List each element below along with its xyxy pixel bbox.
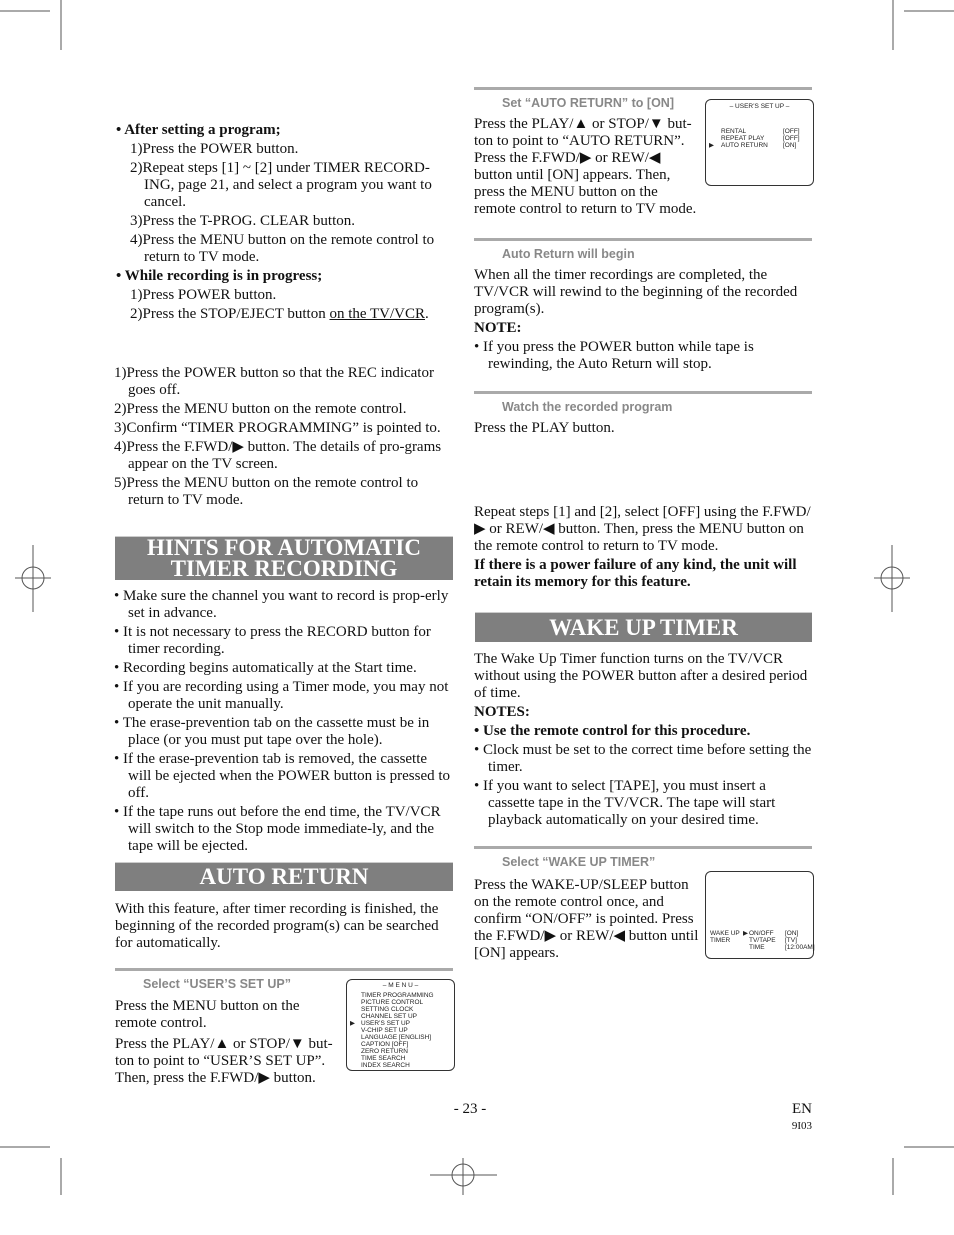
notes-item: • If you want to select [TAPE], you must insert a cassette tape in the TV/VCR. The tape will start playback automatically on your desired time. bbox=[474, 778, 776, 828]
after-setting-block bbox=[116, 122, 452, 325]
wake-intro: The Wake Up Timer function turns on the TV/VCR without using the POWER button after a desired period of time. bbox=[474, 651, 808, 701]
watch-subheading: Watch the recorded program bbox=[474, 391, 812, 414]
users-setup-p1: Press the MENU button on the remote control. bbox=[115, 998, 300, 1031]
auto-return-value: [ON] bbox=[783, 142, 797, 149]
on-off-value: [ON] bbox=[785, 930, 799, 937]
while-step-2: 2)Press the STOP/EJECT button on the TV/VCR. bbox=[130, 306, 429, 322]
wake-up-section-title: WAKE UP TIMER bbox=[475, 612, 812, 642]
hint-item: • If the tape runs out before the end time, the TV/VCR will switch to the Stop mode immediate-ly, and the tape will be ejected. bbox=[114, 804, 441, 854]
wake-pointer-icon: ▶ bbox=[743, 930, 748, 937]
menu-item: INDEX SEARCH bbox=[361, 1062, 410, 1069]
notes-item: • Use the remote control for this procedure. bbox=[474, 723, 751, 739]
confirm-step-2: 2)Press the MENU button on the remote control. bbox=[114, 401, 407, 417]
tv-tape-label: TV/TAPE bbox=[749, 937, 776, 944]
hint-item: • Recording begins automatically at the Start time. bbox=[114, 660, 417, 676]
set-auto-return-text: Press the PLAY/▲ or STOP/▼ but-ton to point to “AUTO RETURN”. Press the F.FWD/▶ or REW/◀ button until [ON] appears. Then, press the MENU button on the remote control to return to TV mode. bbox=[474, 116, 697, 217]
menu-item: PICTURE CONTROL bbox=[361, 999, 424, 1006]
hints-title-line-1: HINTS FOR AUTOMATIC bbox=[147, 535, 421, 560]
time-value: [12:00AM] bbox=[785, 944, 815, 951]
cancel-block bbox=[474, 504, 814, 593]
users-setup-subheading: Select “USER’S SET UP” bbox=[115, 968, 453, 991]
menu-item: CAPTION [OFF] bbox=[361, 1041, 409, 1048]
hint-item: • It is not necessary to press the RECORD button for timer recording. bbox=[114, 624, 431, 657]
confirm-step-5: 5)Press the MENU button on the remote control to return to TV mode. bbox=[114, 475, 419, 508]
menu-item: USER’S SET UP bbox=[361, 1020, 411, 1027]
menu-pointer-icon: ▶ bbox=[350, 1020, 355, 1027]
auto-return-begin-block bbox=[474, 267, 814, 375]
wake-up-block bbox=[474, 651, 814, 831]
notes-item: • Clock must be set to the correct time before setting the timer. bbox=[474, 742, 812, 775]
select-wake-text: Press the WAKE-UP/SLEEP button on the remote control once, and confirm “ON/OFF” is pointed. Press the F.FWD/▶ or REW/◀ button until [ON] appears. bbox=[474, 877, 699, 961]
confirm-step-4: 4)Press the F.FWD/▶ button. The details of pro-grams appear on the TV screen. bbox=[114, 439, 442, 472]
auto-return-section-title: AUTO RETURN bbox=[115, 862, 453, 891]
after-step-4: 4)Press the MENU button on the remote control to return to TV mode. bbox=[130, 232, 435, 265]
rental-label: RENTAL bbox=[721, 128, 747, 135]
wake-label-1: WAKE UP bbox=[710, 930, 740, 937]
auto-return-label: AUTO RETURN bbox=[721, 142, 768, 149]
note-item: • If you press the POWER button while tape is rewinding, the Auto Return will stop. bbox=[474, 339, 754, 372]
users-setup-p2: Press the PLAY/▲ or STOP/▼ but-ton to point to “USER’S SET UP”. Then, press the F.FWD/▶ button. bbox=[115, 1036, 333, 1086]
set-auto-return-subheading: Set “AUTO RETURN” to [ON] bbox=[474, 87, 812, 110]
users-setup-text bbox=[115, 998, 340, 1089]
power-failure-text: If there is a power failure of any kind, the unit will retain its memory for this feature. bbox=[474, 557, 797, 590]
on-off-label: ON/OFF bbox=[749, 930, 774, 937]
wake-up-screen-box bbox=[705, 871, 814, 959]
after-step-2: 2)Repeat steps [1] ~ [2] under TIMER RECORD-ING, page 21, and select a program you want to cancel. bbox=[130, 160, 432, 210]
repeat-play-label: REPEAT PLAY bbox=[721, 135, 765, 142]
auto-return-intro: With this feature, after timer recording is finished, the beginning of the recorded program(s) can be searched for automatically. bbox=[115, 901, 439, 951]
while-recording-heading: • While recording is in progress; bbox=[116, 268, 323, 284]
menu-item: V-CHIP SET UP bbox=[361, 1027, 408, 1034]
wake-label-2: TIMER bbox=[710, 937, 731, 944]
hints-section-title bbox=[115, 536, 453, 580]
page-number: - 23 - bbox=[453, 1101, 487, 1117]
users-box-title: – USER’S SET UP – bbox=[729, 103, 790, 110]
document-code: 9I03 bbox=[791, 1120, 812, 1132]
repeat-text: Repeat steps [1] and [2], select [OFF] using the F.FWD/▶ or REW/◀ button. Then, press the MENU button on the remote control to return to TV mode. bbox=[474, 504, 811, 554]
menu-box-title: – M E N U – bbox=[382, 982, 419, 989]
note-label: NOTE: bbox=[474, 320, 522, 336]
confirm-step-1: 1)Press the POWER button so that the REC indicator goes off. bbox=[114, 365, 434, 398]
auto-return-begin-subheading: Auto Return will begin bbox=[474, 238, 812, 261]
after-setting-heading: • After setting a program; bbox=[116, 122, 281, 138]
hint-item: • The erase-prevention tab on the cassette must be in place (or you must put tape over the hole). bbox=[114, 715, 430, 748]
confirm-steps bbox=[114, 365, 454, 511]
notes-label: NOTES: bbox=[474, 704, 530, 720]
auto-return-begin-text: When all the timer recordings are completed, the TV/VCR will rewind to the beginning of the recorded program(s). bbox=[474, 267, 798, 317]
users-setup-screen-box bbox=[705, 99, 814, 186]
rental-value: [OFF] bbox=[783, 128, 800, 135]
after-step-3: 3)Press the T-PROG. CLEAR button. bbox=[130, 213, 356, 229]
hints-list bbox=[114, 588, 454, 857]
users-pointer-icon: ▶ bbox=[709, 142, 714, 149]
watch-text: Press the PLAY button. bbox=[474, 420, 615, 436]
hint-item: • If you are recording using a Timer mode, you may not operate the unit manually. bbox=[114, 679, 449, 712]
time-label: TIME bbox=[749, 944, 765, 951]
language-code: EN bbox=[792, 1101, 812, 1117]
menu-item: TIME SEARCH bbox=[361, 1055, 406, 1062]
menu-item: SETTING CLOCK bbox=[361, 1006, 414, 1013]
select-wake-subheading: Select “WAKE UP TIMER” bbox=[474, 846, 812, 869]
menu-screen-box bbox=[346, 979, 455, 1071]
repeat-play-value: [OFF] bbox=[783, 135, 800, 142]
hint-item: • Make sure the channel you want to record is prop-erly set in advance. bbox=[114, 588, 449, 621]
confirm-step-3: 3)Confirm “TIMER PROGRAMMING” is pointed to. bbox=[114, 420, 441, 436]
menu-item: TIMER PROGRAMMING bbox=[361, 992, 434, 999]
hints-title-line-2: TIMER RECORDING bbox=[170, 556, 398, 581]
menu-item: CHANNEL SET UP bbox=[361, 1013, 417, 1020]
while-step-1: 1)Press POWER button. bbox=[130, 287, 277, 303]
tv-tape-value: [TV] bbox=[785, 937, 797, 944]
hint-item: • If the erase-prevention tab is removed, the cassette will be ejected when the POWER button is pressed to off. bbox=[114, 751, 451, 801]
menu-item: LANGUAGE [ENGLISH] bbox=[361, 1034, 432, 1041]
after-step-1: 1)Press the POWER button. bbox=[130, 141, 299, 157]
menu-item: ZERO RETURN bbox=[361, 1048, 408, 1055]
